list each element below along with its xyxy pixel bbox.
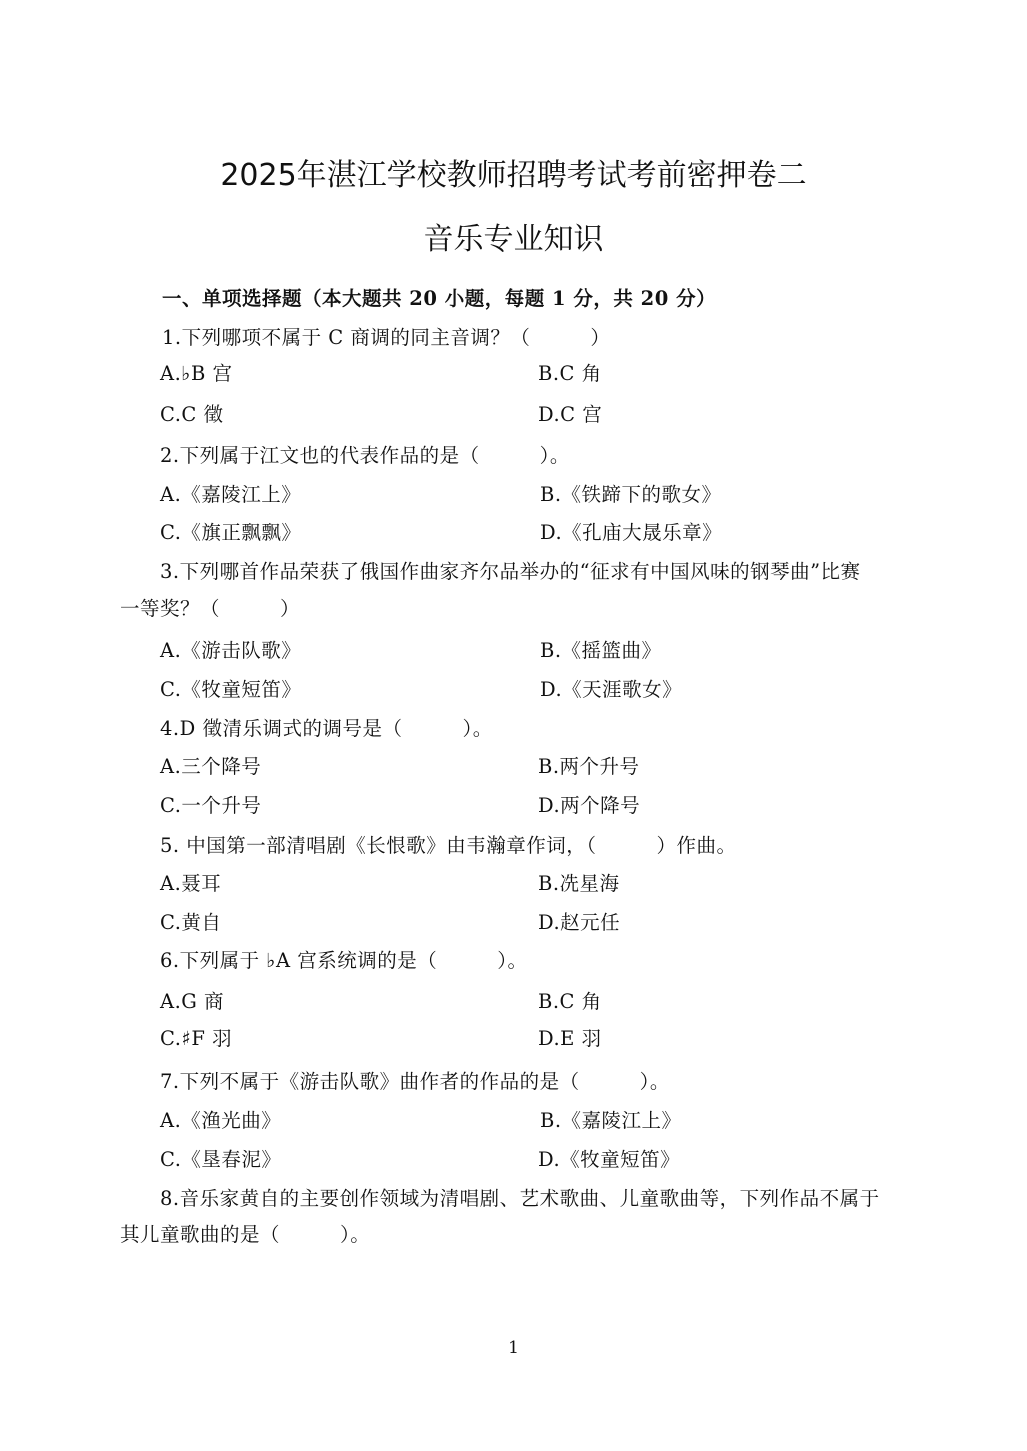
option-b: B.C 角 bbox=[538, 362, 602, 385]
option-c: C.黄自 bbox=[160, 911, 222, 934]
option-c: C.《垦春泥》 bbox=[160, 1148, 282, 1171]
section-heading: 一、单项选择题（本大题共 20 小题，每题 1 分，共 20 分） bbox=[162, 287, 717, 310]
option-b: B.两个升号 bbox=[538, 755, 640, 778]
option-a: A.聂耳 bbox=[160, 872, 222, 895]
option-d: D.《孔庙大晟乐章》 bbox=[540, 521, 723, 544]
option-a: A.《嘉陵江上》 bbox=[160, 483, 302, 506]
option-b: B.冼星海 bbox=[538, 872, 620, 895]
option-d: D.E 羽 bbox=[538, 1027, 602, 1050]
option-a: A.三个降号 bbox=[160, 755, 262, 778]
option-c: C.《牧童短笛》 bbox=[160, 678, 302, 701]
option-b: B.C 角 bbox=[538, 990, 602, 1013]
option-a: A.《渔光曲》 bbox=[160, 1109, 282, 1132]
option-b: B.《摇篮曲》 bbox=[540, 639, 662, 662]
question-stem: 2.下列属于江文也的代表作品的是（ ）。 bbox=[160, 444, 570, 467]
question-stem: 3.下列哪首作品荣获了俄国作曲家齐尔品举办的“征求有中国风味的钢琴曲”比赛 bbox=[160, 560, 861, 583]
option-a: A.♭B 宫 bbox=[160, 362, 233, 385]
question-stem: 7.下列不属于《游击队歌》曲作者的作品的是（ ）。 bbox=[160, 1070, 670, 1093]
question-stem: 8.音乐家黄自的主要创作领域为清唱剧、艺术歌曲、儿童歌曲等，下列作品不属于 bbox=[160, 1187, 880, 1210]
question-stem: 5. 中国第一部清唱剧《长恨歌》由韦瀚章作词，（ ）作曲。 bbox=[160, 834, 737, 857]
question-stem-continued: 其儿童歌曲的是（ ）。 bbox=[120, 1223, 371, 1246]
page-number: 1 bbox=[508, 1338, 519, 1358]
exam-subtitle: 音乐专业知识 bbox=[423, 222, 604, 257]
option-b: B.《铁蹄下的歌女》 bbox=[540, 483, 722, 506]
option-d: D.赵元任 bbox=[538, 911, 621, 934]
option-b: B.《嘉陵江上》 bbox=[540, 1109, 682, 1132]
option-c: C.C 徵 bbox=[160, 403, 224, 426]
question-stem: 6.下列属于 ♭A 宫系统调的是（ ）。 bbox=[160, 949, 528, 972]
option-d: D.《牧童短笛》 bbox=[538, 1148, 681, 1171]
option-c: C.一个升号 bbox=[160, 794, 262, 817]
option-a: A.G 商 bbox=[160, 990, 225, 1013]
question-stem: 4.D 徵清乐调式的调号是（ ）。 bbox=[160, 717, 493, 740]
option-d: D.两个降号 bbox=[538, 794, 641, 817]
question-stem: 1.下列哪项不属于 C 商调的同主音调？（ ） bbox=[162, 326, 611, 349]
option-a: A.《游击队歌》 bbox=[160, 639, 302, 662]
exam-title: 2025年湛江学校教师招聘考试考前密押卷二 bbox=[220, 158, 807, 193]
option-c: C.♯F 羽 bbox=[160, 1027, 233, 1050]
option-d: D.C 宫 bbox=[538, 403, 603, 426]
option-c: C.《旗正飘飘》 bbox=[160, 521, 302, 544]
option-d: D.《天涯歌女》 bbox=[540, 678, 683, 701]
question-stem-continued: 一等奖？（ ） bbox=[120, 597, 301, 620]
